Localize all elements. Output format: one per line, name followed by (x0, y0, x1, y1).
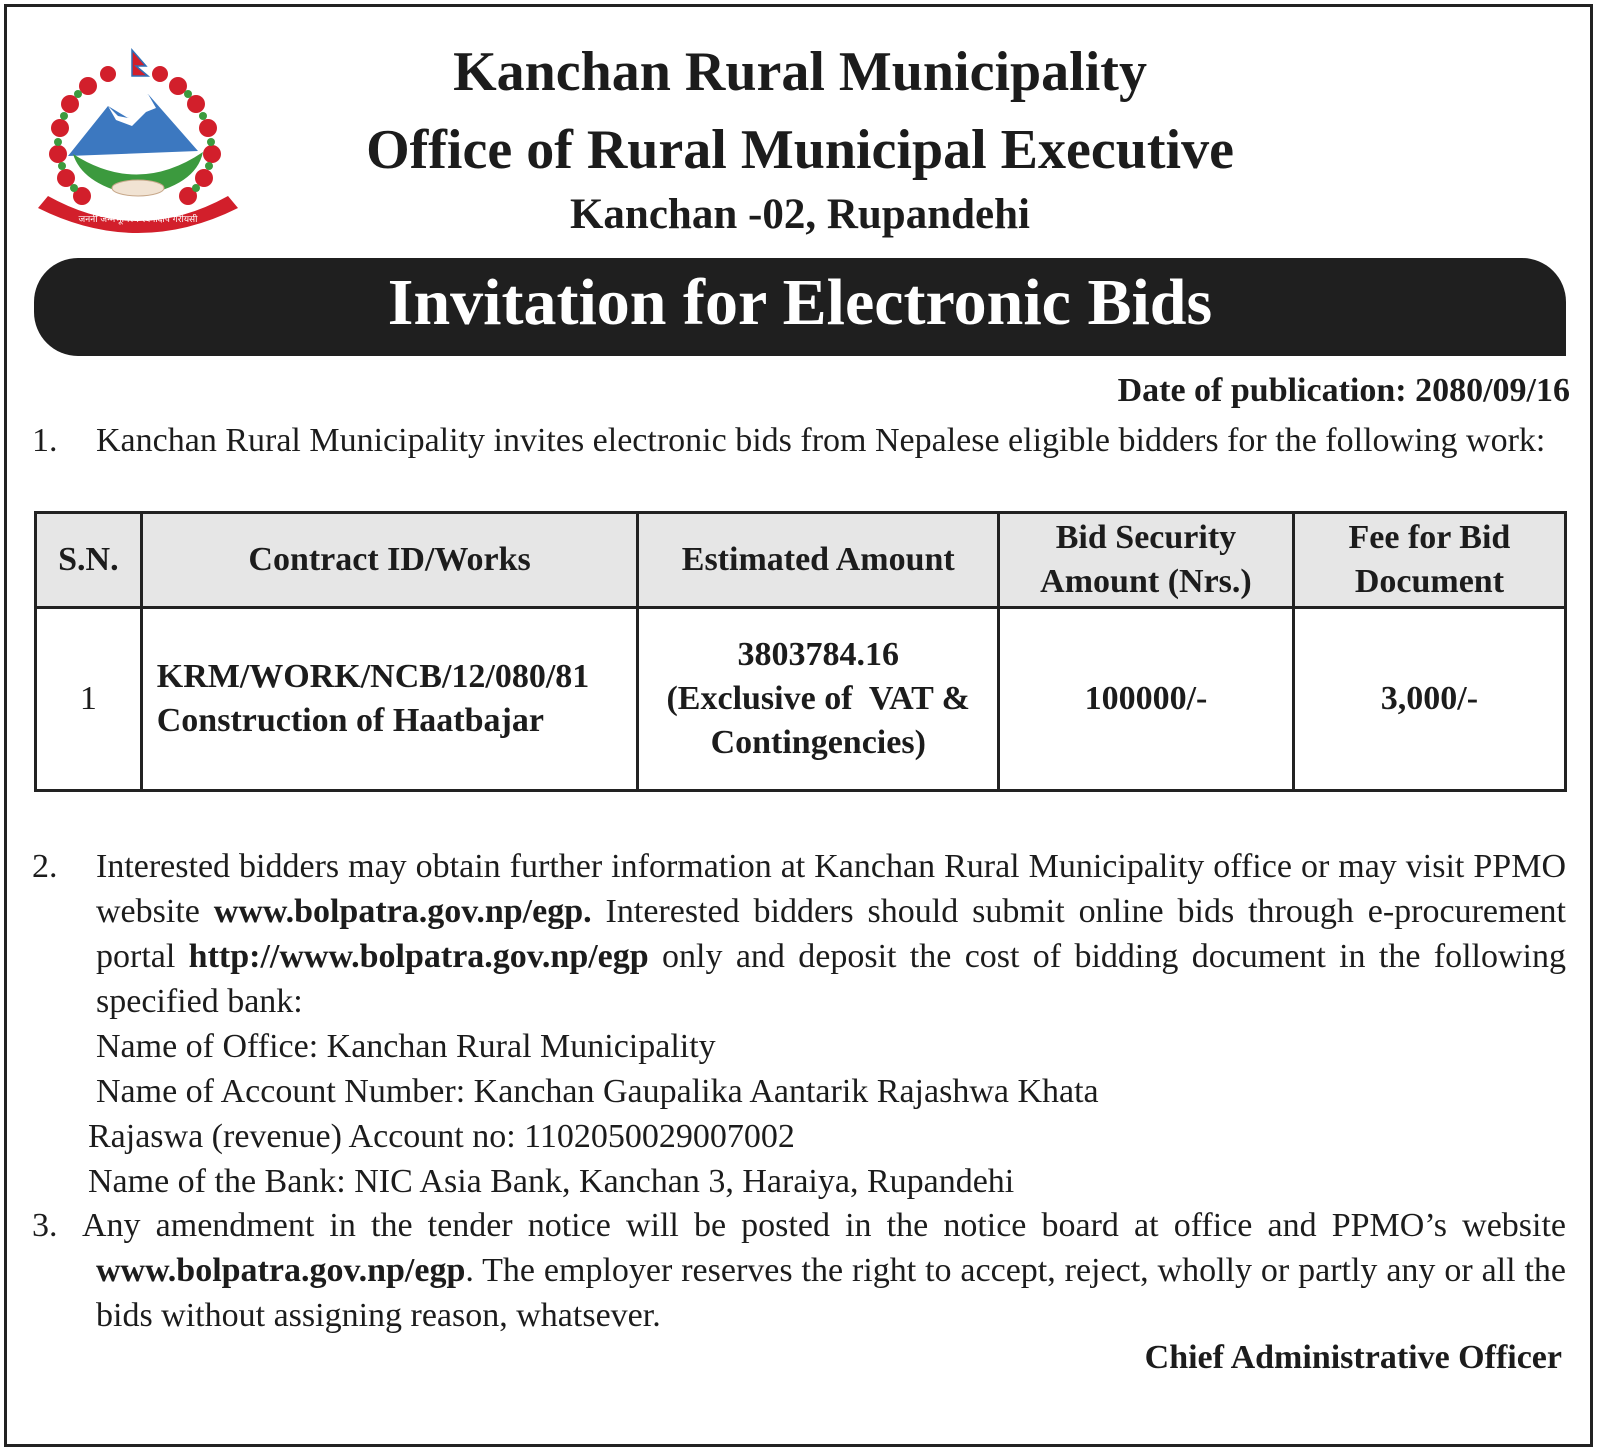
contract-id: KRM/WORK/NCB/12/080/81 (156, 658, 590, 695)
bank-account-number: Rajaswa (revenue) Account no: 1102050029007002 (88, 1118, 795, 1155)
ppmo-website-link-2[interactable]: www.bolpatra.gov.np/egp (96, 1252, 466, 1289)
header-bid-security-line-2: Amount (Nrs.) (1040, 563, 1252, 600)
cell-estimated (638, 608, 999, 791)
header-fee (1293, 513, 1565, 608)
bank-account-name: Name of Account Number: Kanchan Gaupalika Aantarik Rajashwa Khata (96, 1073, 1099, 1110)
cell-sn: 1 (36, 608, 142, 791)
item-2-text-c: only and deposit the cost of bidding document in the following specified bank: (96, 938, 1566, 1020)
header-fee-line-2: Document (1354, 563, 1505, 600)
item-1-number: 1. (32, 422, 58, 459)
item-2-text (96, 844, 1566, 1024)
header-bid-security (999, 513, 1294, 608)
header-estimated: Estimated Amount (638, 513, 999, 608)
table-header-row (36, 513, 1566, 608)
signatory-title: Chief Administrative Officer (1144, 1339, 1562, 1376)
item-3-text-a: Any amendment in the tender notice will be posted in the notice board at office and PPMO’s website (82, 1207, 1566, 1244)
bank-office-name: Name of Office: Kanchan Rural Municipality (96, 1028, 716, 1065)
header-contract: Contract ID/Works (141, 513, 638, 608)
header-bid-security-line-1: Bid Security (1055, 519, 1237, 556)
egp-portal-link[interactable]: http://www.bolpatra.gov.np/egp (188, 938, 649, 975)
bids-table (34, 511, 1567, 792)
publication-date-value: 2080/09/16 (1415, 372, 1570, 409)
item-3-text (96, 1248, 1566, 1338)
office-address: Kanchan -02, Rupandehi (569, 191, 1030, 238)
table-row (36, 608, 1566, 791)
publication-date-label: Date of publication: (1117, 372, 1407, 409)
item-2-text-a: Interested bidders may obtain further information at Kanchan Rural Municipality office or may visit PPMO website (96, 848, 1566, 930)
estimated-note-2: Contingencies) (710, 724, 926, 761)
publication-date (1118, 372, 1570, 410)
cell-contract (141, 608, 638, 791)
notice-title-banner (34, 258, 1566, 356)
ppmo-website-link[interactable]: www.bolpatra.gov.np/egp. (213, 893, 592, 930)
cell-fee: 3,000/- (1293, 608, 1565, 791)
item-3-number: 3. (32, 1207, 58, 1244)
office-name: Office of Rural Municipal Executive (366, 119, 1234, 181)
item-2-text-b: Interested bidders should submit online bids through e-procurement portal (96, 893, 1566, 975)
item-3-text-b: . The employer reserves the right to accept, reject, wholly or partly any or all the bids without assigning reason, whatsever. (96, 1252, 1566, 1334)
work-name: Construction of Haatbajar (156, 702, 544, 739)
estimated-amount: 3803784.16 (737, 636, 899, 673)
bank-name: Name of the Bank: NIC Asia Bank, Kanchan 3, Haraiya, Rupandehi (88, 1163, 1015, 1200)
estimated-note-1: (Exclusive of VAT & (666, 680, 970, 717)
municipality-name: Kanchan Rural Municipality (453, 41, 1147, 103)
notice-title: Invitation for Electronic Bids (387, 266, 1213, 339)
item-1-text: Kanchan Rural Municipality invites electronic bids from Nepalese eligible bidders for the following work: (96, 422, 1546, 459)
item-2-number: 2. (32, 848, 58, 885)
header-sn: S.N. (36, 513, 142, 608)
cell-bid-security: 100000/- (999, 608, 1294, 791)
emblem-motto: जननी जन्मभूमिश्च स्वर्गादपि गरीयसी (78, 215, 198, 225)
header-fee-line-1: Fee for Bid (1348, 519, 1511, 556)
